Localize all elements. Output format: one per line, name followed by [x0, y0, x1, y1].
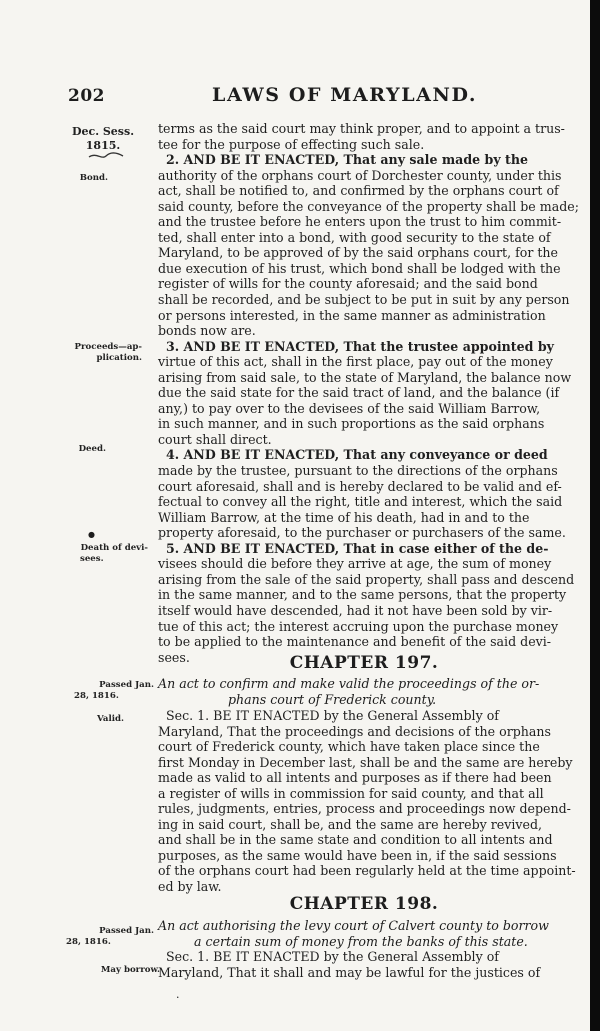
- chapter-198-title-line1: An act authorising the levy court of Calvert county to borrow: [158, 918, 549, 933]
- text-line: tee for the purpose of effecting such sale.: [158, 136, 425, 152]
- bullet-mark: ●: [88, 530, 95, 539]
- section-5-heading: 5. AND BE IT ENACTED, That in case either of the de-: [166, 540, 549, 556]
- text-line: and the trustee before he enters upon the trust to him commit-: [158, 214, 562, 230]
- session-year: 1815.: [85, 139, 121, 152]
- page-edge-shadow: [590, 0, 600, 1031]
- text-line: Maryland, That it shall and may be lawful for the justices of: [158, 964, 541, 980]
- text-line: register of wills for the county aforesaid; and the said bond: [158, 276, 538, 292]
- text-line: fectual to convey all the right, title and interest, which the said: [158, 494, 563, 510]
- text-line: arising from the sale of the said property, shall pass and descend: [158, 571, 575, 587]
- page-number: 202: [68, 86, 105, 106]
- text-line: court of Frederick county, which have taken place since the: [158, 739, 540, 755]
- margin-note-passed-1: [66, 680, 154, 702]
- text-line: due execution of his trust, which bond shall be lodged with the: [158, 260, 561, 276]
- text-line: rules, judgments, entries, process and proceedings now depend-: [158, 801, 571, 817]
- body-text-top: [158, 121, 579, 665]
- margin-note-proceeds-line1: Proceeds—ap-: [74, 342, 142, 352]
- text-line: authority of the orphans court of Dorchester county, under this: [158, 167, 562, 183]
- text-line: Maryland, That the proceedings and decisions of the orphans: [158, 723, 551, 739]
- margin-note-passed-1-line1: Passed Jan.: [99, 680, 154, 690]
- chapter-197-enacting-clause: Sec. 1. BE IT ENACTED by the General Assembly of: [166, 708, 499, 723]
- margin-note-bond: Bond.: [79, 173, 108, 183]
- margin-note-valid: Valid.: [97, 714, 124, 724]
- text-line: in such manner, and in such proportions as the said orphans: [158, 416, 545, 432]
- margin-note-death-line1: Death of devi-: [80, 543, 148, 553]
- text-line: itself would have descended, had it not have been sold by vir-: [158, 602, 553, 618]
- session-note: [60, 125, 146, 153]
- section-4-heading: 4. AND BE IT ENACTED, That any conveyance or deed: [166, 447, 548, 463]
- text-line: Maryland, to be approved of by the said orphans court, for the: [158, 245, 558, 261]
- chapter-198-enacting-clause: Sec. 1. BE IT ENACTED by the General Assembly of: [166, 949, 499, 964]
- text-line: in the same manner, and to the same persons, that the property: [158, 587, 567, 603]
- text-line: tue of this act; the interest accruing upon the purchase money: [158, 618, 559, 634]
- margin-note-death-line2: sees.: [80, 554, 104, 564]
- section-3-heading: 3. AND BE IT ENACTED, That the trustee appointed by: [166, 338, 554, 354]
- text-line: visees should die before they arrive at age, the sum of money: [158, 556, 552, 572]
- chapter-197-body: [158, 708, 576, 895]
- margin-note-passed-1-line2: 28, 1816.: [74, 691, 119, 701]
- text-line: ing in said court, shall be, and the same are hereby revived,: [158, 816, 543, 832]
- margin-note-passed-2-line1: Passed Jan.: [99, 926, 154, 936]
- text-line: made by the trustee, pursuant to the directions of the orphans: [158, 463, 558, 479]
- text-line: court shall direct.: [158, 431, 272, 447]
- margin-note-passed-2: [66, 926, 154, 948]
- chapter-197-heading: CHAPTER 197.: [289, 653, 439, 673]
- text-line: sees.: [158, 649, 190, 665]
- margin-note-may-borrow: May borrow.: [100, 965, 160, 975]
- text-line: ted, shall enter into a bond, with good security to the state of: [158, 229, 551, 245]
- chapter-198-heading: CHAPTER 198.: [289, 894, 439, 914]
- text-line: shall be recorded, and be subject to be put in suit by any person: [158, 292, 570, 308]
- text-line: or persons interested, in the same manner as administration: [158, 307, 546, 323]
- chapter-198-body: [158, 949, 570, 980]
- text-line: a register of wills in commission for said county, and that all: [158, 785, 544, 801]
- text-line: made as valid to all intents and purposes as if there had been: [158, 770, 552, 786]
- text-line: court aforesaid, shall and is hereby declared to be valid and ef-: [158, 478, 562, 494]
- running-head: LAWS OF MARYLAND.: [212, 84, 478, 106]
- chapter-197-title-line1: An act to confirm and make valid the proceedings of the or-: [158, 676, 540, 691]
- section-2-heading: 2. AND BE IT ENACTED, That any sale made by the: [166, 152, 529, 168]
- margin-note-proceeds: [60, 342, 142, 364]
- chapter-197-title: [158, 676, 570, 707]
- text-line: William Barrow, at the time of his death, had in and to the: [158, 509, 530, 525]
- text-line: of the orphans court had been regularly held at the time appoint-: [158, 863, 576, 879]
- margin-note-passed-2-line2: 28, 1816.: [66, 937, 111, 947]
- text-line: ed by law.: [158, 879, 222, 895]
- margin-note-deed: Deed.: [78, 444, 106, 454]
- bottom-ink-mark: ·: [176, 991, 180, 1004]
- text-line: any,) to pay over to the devisees of the said William Barrow,: [158, 400, 541, 416]
- text-line: purposes, as the same would have been in, if the said sessions: [158, 847, 557, 863]
- chapter-198-title-line2: a certain sum of money from the banks of this state.: [194, 933, 528, 949]
- chapter-198-title: [158, 918, 570, 949]
- text-line: and shall be in the same state and condition to all intents and: [158, 832, 553, 848]
- text-line: terms as the said court may think proper, and to appoint a trus-: [158, 121, 565, 136]
- text-line: virtue of this act, shall in the first place, pay out of the money: [158, 354, 553, 370]
- text-line: bonds now are.: [158, 323, 256, 339]
- text-line: first Monday in December last, shall be and the same are hereby: [158, 754, 573, 770]
- text-line: said county, before the conveyance of the property shall be made;: [158, 198, 579, 214]
- text-line: to be applied to the maintenance and benefit of the said devi-: [158, 634, 552, 650]
- session-label: Dec. Sess.: [71, 125, 135, 138]
- margin-note-proceeds-line2: plication.: [96, 353, 142, 363]
- swash-ornament-icon: [88, 152, 124, 160]
- text-line: act, shall be notified to, and confirmed by the orphans court of: [158, 183, 559, 199]
- text-line: property aforesaid, to the purchaser or purchasers of the same.: [158, 525, 566, 541]
- text-line: arising from said sale, to the state of Maryland, the balance now: [158, 369, 572, 385]
- margin-note-death: [60, 543, 148, 565]
- chapter-197-title-line2: phans court of Frederick county.: [228, 691, 437, 707]
- text-line: due the said state for the said tract of land, and the balance (if: [158, 385, 560, 401]
